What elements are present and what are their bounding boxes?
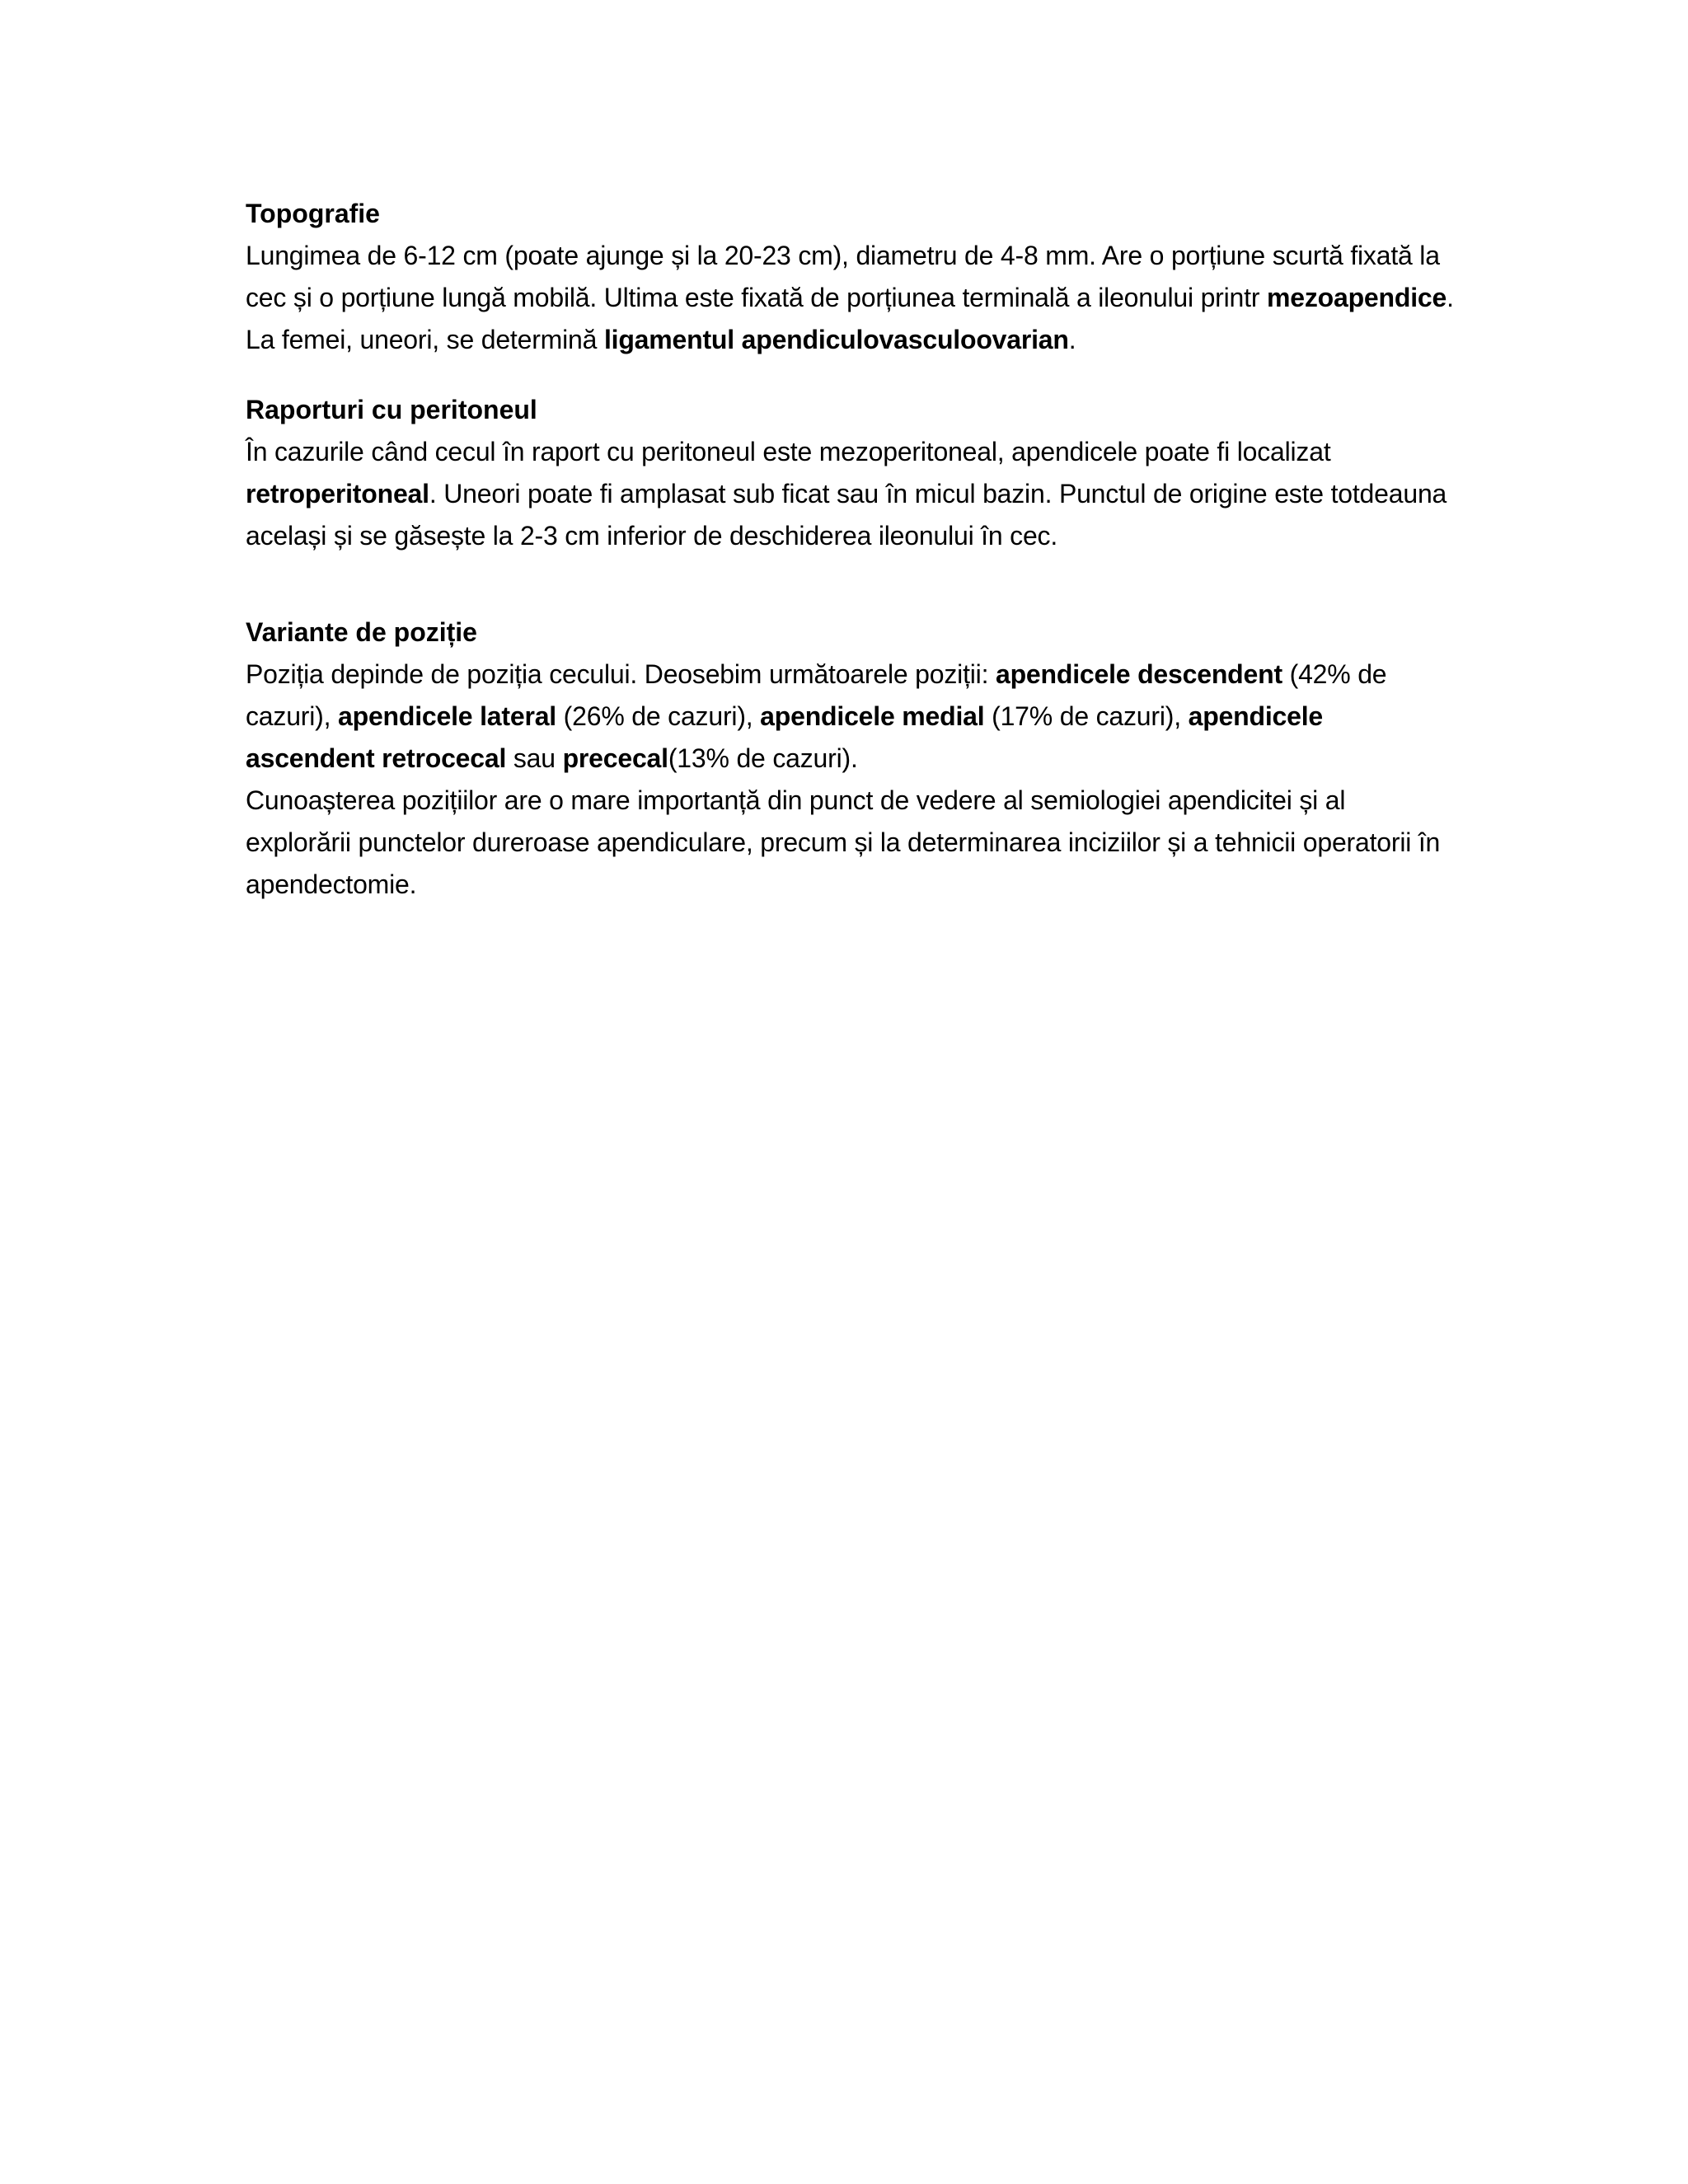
text-run: (26% de cazuri),	[556, 701, 761, 731]
bold-term: prececal	[562, 743, 668, 773]
section-topografie	[246, 193, 1457, 361]
text-run: (13% de cazuri).	[668, 743, 858, 773]
document-content	[246, 193, 1457, 906]
text-run: Cunoașterea pozițiilor are o mare importanță din punct de vedere al semiologiei apendicitei și al explorării punctelor dureroase apendiculare, precum și la determinarea inciziilor și a tehnicii operatorii în apendectomie.	[246, 785, 1441, 899]
paragraph	[246, 780, 1457, 906]
text-run: Lungimea de 6-12 cm (poate ajunge și la 20-23 cm), diametru de 4-8 mm. Are o porțiune scurtă fixată la cec și o porțiune lungă mobilă. Ultima este fixată de porțiunea terminală a ileonului printr	[246, 241, 1440, 312]
section-heading: Raporturi cu peritoneul	[246, 395, 537, 424]
text-run: (42% de cazuri),	[246, 659, 1387, 731]
bold-term: apendicele ascendent retrocecal	[246, 701, 1324, 773]
text-run: Poziția depinde de poziția cecului. Deosebim următoarele poziții:	[246, 659, 996, 689]
text-run: sau	[506, 743, 563, 773]
text-run: . Uneori poate fi amplasat sub ficat sau în micul bazin. Punctul de origine este totdeauna același și se găsește la 2-3 cm inferior de deschiderea ileonului în cec.	[246, 479, 1447, 551]
text-run: . La femei, uneori, se determină	[246, 283, 1454, 354]
bold-term: apendicele medial	[760, 701, 985, 731]
bold-term: mezoapendice	[1266, 283, 1447, 312]
paragraph	[246, 654, 1457, 780]
section-heading: Variante de poziție	[246, 617, 477, 647]
section-variante	[246, 612, 1457, 906]
paragraph	[246, 235, 1457, 361]
text-run: .	[1068, 325, 1076, 354]
bold-term: ligamentul apendiculovasculoovarian	[603, 325, 1069, 354]
section-heading: Topografie	[246, 199, 380, 228]
text-run: În cazurile când cecul în raport cu peritoneul este mezoperitoneal, apendicele poate fi localizat	[246, 437, 1331, 466]
paragraph	[246, 431, 1457, 557]
bold-term: apendicele lateral	[338, 701, 556, 731]
bold-term: apendicele descendent	[995, 659, 1282, 689]
text-run: (17% de cazuri),	[984, 701, 1189, 731]
bold-term: retroperitoneal	[246, 479, 429, 509]
section-raporturi	[246, 389, 1457, 557]
